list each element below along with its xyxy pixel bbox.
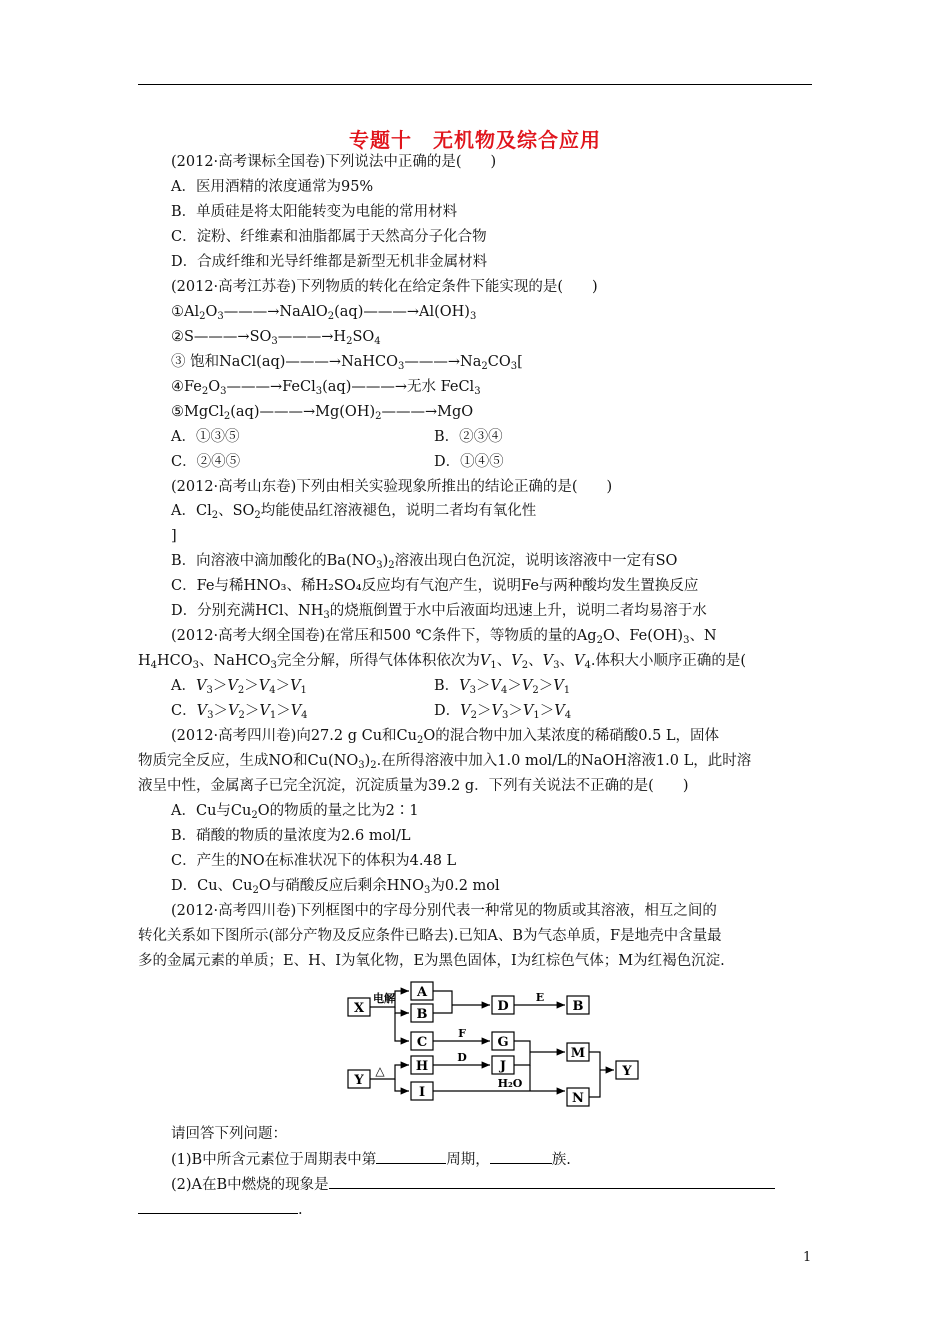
q3-option-c: C．Fe与稀HNO₃、稀H₂SO₄反应均有气泡产生，说明Fe与两种酸均发生置换反应 [171, 578, 699, 594]
q6-stem: (2012·高考四川卷)下列框图中的字母分别代表一种常见的物质或其溶液，相互之间的 [171, 903, 717, 919]
diagram-node-m: M [570, 1046, 586, 1061]
page-number: 1 [803, 1250, 812, 1265]
diagram-node-n: N [572, 1091, 584, 1106]
q3-option-a: A．$Cl_2$、$SO_2$均能使品红溶液褪色，说明二者均有氧化性 [171, 503, 537, 521]
diagram-node-c: C [416, 1035, 428, 1050]
answer-blank-group[interactable] [490, 1149, 552, 1164]
q6-stem-cont1: 转化关系如下图所示(部分产物及反应条件已略去).已知A、B为气态单质，F是地壳中含量最 [138, 928, 722, 944]
q5-stem-cont2: 液呈中性，金属离子已完全沉淀，沉淀质量为39.2 g．下列有关说法不正确的是( ) [138, 778, 689, 794]
q6-sub1: (1)B中所含元素位于周期表中第 周期， 族. [171, 1149, 571, 1170]
answer-blank-phenomenon[interactable] [329, 1174, 775, 1189]
q3-stem: (2012·高考山东卷)下列由相关实验现象所推出的结论正确的是( ) [171, 479, 613, 495]
diagram-node-i: I [418, 1085, 426, 1100]
q3-option-d: D．分别充满HCl、$NH_3$的烧瓶倒置于水中后液面均迅速上升，说明二者均易溶于水 [171, 603, 707, 621]
q2-item-2: $②S———\to SO_3———\to H_2SO_4$ [171, 329, 381, 347]
q3-option-b: B．向溶液中滴加酸化的$Ba(NO_3)_2$溶液出现白色沉淀，说明该溶液中一定有SO [171, 553, 678, 571]
diagram-node-j: J [499, 1059, 507, 1074]
q6-prompt: 请回答下列问题： [171, 1126, 287, 1142]
q3-bracket: ] [171, 528, 177, 544]
diagram-node-b: B [416, 1007, 428, 1022]
q2-item-5: $⑤MgCl_2(aq)———\to Mg(OH)_2———\to MgO$ [171, 404, 474, 422]
q2-item-4: $④Fe_2O_3———\to FeCl_3(aq)———\to$无水 FeCl$_3$ [171, 379, 481, 397]
diagram-node-d: D [497, 999, 509, 1014]
answer-blank-phenomenon-cont[interactable] [138, 1199, 298, 1214]
header-rule [138, 84, 812, 85]
q4-option-a: A．$V_3>V_2>V_4>V_1$ [171, 678, 307, 696]
q5-stem: (2012·高考四川卷)向27.2 g Cu和$Cu_2O$的混合物中加入某浓度的稀硝酸0.5 L，固体 [171, 728, 720, 746]
diagram-label-e: E [535, 991, 545, 1004]
reaction-flow-diagram [340, 968, 640, 1108]
diagram-node-b2: B [572, 999, 584, 1014]
q2-option-d: D．①④⑤ [434, 454, 504, 470]
q4-option-d: D．$V_2>V_3>V_1>V_4$ [434, 703, 572, 721]
diagram-node-y: Y [354, 1073, 364, 1088]
q1-option-d: D．合成纤维和光导纤维都是新型无机非金属材料 [171, 254, 488, 270]
q4-option-b: B．$V_3>V_4>V_2>V_1$ [434, 678, 571, 696]
q2-option-c: C．②④⑤ [171, 454, 241, 470]
q6-sub2-cont: . [138, 1199, 303, 1220]
q2-option-a: A．①③⑤ [171, 429, 240, 445]
q2-item-3: ③ 饱和$NaCl(aq)———\to NaHCO_3———\to Na_2CO_3$[ [171, 354, 523, 372]
diagram-label-water: H₂O [497, 1077, 523, 1090]
q2-option-b: B．②③④ [434, 429, 503, 445]
q5-option-c: C．产生的NO在标准状况下的体积为4.48 L [171, 853, 457, 869]
diagram-label-f: F [458, 1027, 466, 1040]
diagram-label-d: D [457, 1051, 467, 1064]
q1-option-c: C．淀粉、纤维素和油脂都属于天然高分子化合物 [171, 229, 487, 245]
diagram-node-g: G [497, 1035, 509, 1050]
diagram-node-y2: Y [622, 1064, 632, 1079]
q6-stem-cont2: 多的金属元素的单质；E、H、I为氧化物，E为黑色固体，I为红棕色气体；M为红褐色沉淀. [138, 953, 725, 969]
page-title: 专题十 无机物及综合应用 [349, 128, 601, 152]
q5-stem-cont1: 物质完全反应，生成NO和$Cu(NO_3)_2$.在所得溶液中加入1.0 mol/L的NaOH溶液1.0 L，此时溶 [138, 753, 752, 771]
q5-option-b: B．硝酸的物质的量浓度为2.6 mol/L [171, 828, 411, 844]
q4-stem-cont: $H_4HCO_3$、NaHCO$_3$完全分解，所得气体体积依次为$V_1$、$V_2$、$V_3$、$V_4$.体积大小顺序正确的是( [138, 653, 747, 671]
q2-stem: (2012·高考江苏卷)下列物质的转化在给定条件下能实现的是( ) [171, 279, 598, 295]
q1-stem: (2012·高考课标全国卷)下列说法中正确的是( ) [171, 154, 497, 170]
q4-option-c: C．$V_3>V_2>V_1>V_4$ [171, 703, 308, 721]
q2-item-1: $①Al_2O_3———\to NaAlO_2(aq)———\to Al(OH)_3$ [171, 304, 477, 322]
answer-blank-period[interactable] [376, 1149, 446, 1164]
q5-option-a: A．Cu与$Cu_2O$的物质的量之比为2∶1 [171, 803, 419, 821]
diagram-node-h: H [415, 1059, 429, 1074]
q6-sub2: (2)A在B中燃烧的现象是 [171, 1174, 775, 1195]
diagram-label-heat: △ [375, 1064, 385, 1078]
diagram-node-x: X [353, 1001, 365, 1016]
q5-option-d: D．Cu、$Cu_2O$与硝酸反应后剩余$HNO_3$为0.2 mol [171, 878, 500, 896]
q1-option-a: A．医用酒精的浓度通常为95% [171, 179, 374, 195]
q1-option-b: B．单质硅是将太阳能转变为电能的常用材料 [171, 204, 458, 220]
q4-stem: (2012·高考大纲全国卷)在常压和500 ℃条件下，等物质的量的$Ag_2O$、$Fe(OH)_3$、N [171, 628, 717, 646]
diagram-label-electrolysis: 电解 [373, 992, 395, 1005]
diagram-node-a: A [416, 985, 428, 1000]
